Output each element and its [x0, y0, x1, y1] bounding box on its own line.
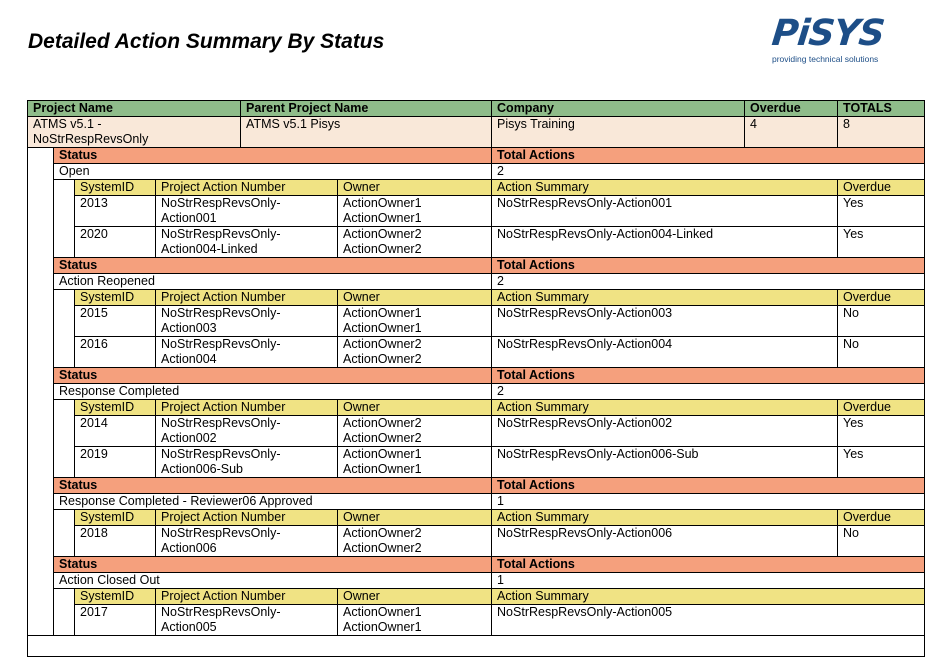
indent-cell [54, 416, 75, 447]
status-column-label: Status [54, 258, 492, 274]
indent-cell [28, 148, 54, 164]
parent-project-name-cell: ATMS v5.1 Pisys [241, 117, 492, 148]
col-header-action-number: Project Action Number [156, 589, 338, 605]
logo-wordmark: PiSYS [769, 13, 886, 54]
action-overdue: Yes [838, 416, 925, 447]
action-overdue: No [838, 337, 925, 368]
action-number-line: Action001 [161, 211, 217, 225]
total-actions-value: 1 [492, 573, 925, 589]
action-summary: NoStrRespRevsOnly-Action004-Linked [492, 227, 838, 258]
action-owner-line: ActionOwner1 [343, 321, 422, 335]
action-overdue: No [838, 526, 925, 557]
action-owner-line: ActionOwner2 [343, 352, 422, 366]
status-value: Open [54, 164, 492, 180]
action-column-header-row [28, 589, 925, 605]
action-owner [338, 416, 492, 447]
action-owner-line: ActionOwner1 [343, 306, 422, 320]
indent-cell [28, 274, 54, 290]
total-actions-value: 2 [492, 384, 925, 400]
action-column-header-row [28, 510, 925, 526]
indent-cell [28, 384, 54, 400]
total-actions-label: Total Actions [492, 148, 925, 164]
action-number-line: NoStrRespRevsOnly- [161, 196, 281, 210]
action-number-line: NoStrRespRevsOnly- [161, 306, 281, 320]
action-owner [338, 196, 492, 227]
col-header-action-summary: Action Summary [492, 180, 838, 196]
action-owner [338, 306, 492, 337]
project-name-line: ATMS v5.1 - [33, 117, 102, 131]
indent-cell [28, 573, 54, 589]
totals-cell: 8 [838, 117, 925, 148]
action-number-line: Action006-Sub [161, 462, 244, 476]
indent-cell [54, 400, 75, 416]
indent-cell [28, 478, 54, 494]
action-number-line: NoStrRespRevsOnly- [161, 605, 281, 619]
col-header-overdue: Overdue [838, 400, 925, 416]
action-owner-line: ActionOwner1 [343, 211, 422, 225]
status-header-row [28, 148, 925, 164]
action-summary: NoStrRespRevsOnly-Action003 [492, 306, 838, 337]
indent-cell [28, 416, 54, 447]
total-actions-label: Total Actions [492, 478, 925, 494]
status-value-row [28, 494, 925, 510]
col-header-action-number: Project Action Number [156, 510, 338, 526]
header-totals: TOTALS [838, 101, 925, 117]
action-number [156, 416, 338, 447]
status-value: Response Completed [54, 384, 492, 400]
project-name-line: NoStrRespRevsOnly [33, 132, 149, 146]
pisys-logo [769, 13, 912, 64]
col-header-action-number: Project Action Number [156, 180, 338, 196]
action-row [28, 227, 925, 258]
col-header-systemid: SystemID [75, 180, 156, 196]
indent-cell [54, 526, 75, 557]
col-header-overdue: Overdue [838, 290, 925, 306]
action-summary: NoStrRespRevsOnly-Action004 [492, 337, 838, 368]
indent-cell [28, 290, 54, 306]
action-owner [338, 447, 492, 478]
total-actions-value: 2 [492, 274, 925, 290]
action-row [28, 605, 925, 636]
action-row [28, 306, 925, 337]
col-header-action-summary: Action Summary [492, 290, 838, 306]
action-number-line: Action004-Linked [161, 242, 258, 256]
action-number [156, 605, 338, 636]
indent-cell [28, 227, 54, 258]
action-number-line: NoStrRespRevsOnly- [161, 227, 281, 241]
indent-cell [54, 337, 75, 368]
table-continuation-row [28, 636, 925, 657]
action-row [28, 337, 925, 368]
system-id: 2020 [75, 227, 156, 258]
indent-cell [28, 494, 54, 510]
action-summary: NoStrRespRevsOnly-Action006 [492, 526, 838, 557]
col-header-owner: Owner [338, 510, 492, 526]
col-header-action-summary: Action Summary [492, 589, 925, 605]
action-number-line: NoStrRespRevsOnly- [161, 447, 281, 461]
action-owner-line: ActionOwner2 [343, 242, 422, 256]
action-number [156, 447, 338, 478]
status-header-row [28, 258, 925, 274]
action-number [156, 196, 338, 227]
system-id: 2015 [75, 306, 156, 337]
action-owner-line: ActionOwner2 [343, 416, 422, 430]
action-summary: NoStrRespRevsOnly-Action005 [492, 605, 925, 636]
action-owner-line: ActionOwner1 [343, 462, 422, 476]
indent-cell [28, 557, 54, 573]
total-actions-value: 2 [492, 164, 925, 180]
action-number-line: Action005 [161, 620, 217, 634]
action-summary: NoStrRespRevsOnly-Action001 [492, 196, 838, 227]
action-overdue: No [838, 306, 925, 337]
col-header-owner: Owner [338, 400, 492, 416]
col-header-action-number: Project Action Number [156, 400, 338, 416]
indent-cell [28, 164, 54, 180]
action-owner [338, 227, 492, 258]
report-title: Detailed Action Summary By Status [28, 30, 385, 53]
indent-cell [28, 258, 54, 274]
action-number-line: Action002 [161, 431, 217, 445]
action-row [28, 447, 925, 478]
indent-cell [28, 368, 54, 384]
total-actions-label: Total Actions [492, 368, 925, 384]
action-number-line: Action006 [161, 541, 217, 555]
header-overdue: Overdue [745, 101, 838, 117]
action-number-line: NoStrRespRevsOnly- [161, 526, 281, 540]
indent-cell [54, 589, 75, 605]
indent-cell [54, 605, 75, 636]
col-header-action-summary: Action Summary [492, 400, 838, 416]
overdue-count-cell: 4 [745, 117, 838, 148]
indent-cell [54, 196, 75, 227]
action-column-header-row [28, 400, 925, 416]
indent-cell [54, 447, 75, 478]
system-id: 2019 [75, 447, 156, 478]
system-id: 2013 [75, 196, 156, 227]
col-header-action-number: Project Action Number [156, 290, 338, 306]
project-header-row [28, 101, 925, 117]
col-header-systemid: SystemID [75, 290, 156, 306]
col-header-owner: Owner [338, 589, 492, 605]
indent-cell [28, 589, 54, 605]
action-number-line: NoStrRespRevsOnly- [161, 337, 281, 351]
system-id: 2016 [75, 337, 156, 368]
col-header-overdue: Overdue [838, 510, 925, 526]
action-owner-line: ActionOwner1 [343, 447, 422, 461]
action-overdue: Yes [838, 196, 925, 227]
action-number [156, 306, 338, 337]
indent-cell [28, 510, 54, 526]
status-value: Action Closed Out [54, 573, 492, 589]
indent-cell [28, 337, 54, 368]
indent-cell [54, 306, 75, 337]
action-summary: NoStrRespRevsOnly-Action002 [492, 416, 838, 447]
action-row [28, 416, 925, 447]
action-number [156, 337, 338, 368]
project-row [28, 117, 925, 148]
status-header-row [28, 557, 925, 573]
status-value-row [28, 274, 925, 290]
action-owner-line: ActionOwner2 [343, 431, 422, 445]
action-owner-line: ActionOwner1 [343, 620, 422, 634]
status-column-label: Status [54, 368, 492, 384]
status-value: Action Reopened [54, 274, 492, 290]
system-id: 2017 [75, 605, 156, 636]
action-owner [338, 526, 492, 557]
system-id: 2014 [75, 416, 156, 447]
status-value: Response Completed - Reviewer06 Approved [54, 494, 492, 510]
action-row [28, 526, 925, 557]
indent-cell [28, 196, 54, 227]
indent-cell [54, 290, 75, 306]
indent-cell [28, 447, 54, 478]
status-value-row [28, 164, 925, 180]
action-owner [338, 337, 492, 368]
total-actions-label: Total Actions [492, 258, 925, 274]
company-cell: Pisys Training [492, 117, 745, 148]
status-column-label: Status [54, 148, 492, 164]
indent-cell [28, 180, 54, 196]
col-header-overdue: Overdue [838, 180, 925, 196]
status-value-row [28, 384, 925, 400]
status-value-row [28, 573, 925, 589]
action-number [156, 227, 338, 258]
header-company: Company [492, 101, 745, 117]
action-column-header-row [28, 290, 925, 306]
action-overdue: Yes [838, 227, 925, 258]
header-project-name: Project Name [28, 101, 241, 117]
action-owner-line: ActionOwner2 [343, 337, 422, 351]
indent-cell [28, 526, 54, 557]
indent-cell [54, 227, 75, 258]
status-column-label: Status [54, 557, 492, 573]
action-owner [338, 605, 492, 636]
action-number-line: Action004 [161, 352, 217, 366]
action-number [156, 526, 338, 557]
total-actions-value: 1 [492, 494, 925, 510]
col-header-systemid: SystemID [75, 400, 156, 416]
action-owner-line: ActionOwner2 [343, 541, 422, 555]
action-owner-line: ActionOwner1 [343, 605, 422, 619]
status-column-label: Status [54, 478, 492, 494]
action-overdue: Yes [838, 447, 925, 478]
indent-cell [28, 400, 54, 416]
col-header-owner: Owner [338, 290, 492, 306]
action-number-line: NoStrRespRevsOnly- [161, 416, 281, 430]
system-id: 2018 [75, 526, 156, 557]
col-header-systemid: SystemID [75, 589, 156, 605]
status-header-row [28, 478, 925, 494]
action-row [28, 196, 925, 227]
status-header-row [28, 368, 925, 384]
action-summary-table [27, 100, 925, 657]
action-owner-line: ActionOwner1 [343, 196, 422, 210]
action-column-header-row [28, 180, 925, 196]
indent-cell [54, 180, 75, 196]
col-header-action-summary: Action Summary [492, 510, 838, 526]
indent-cell [28, 605, 54, 636]
action-owner-line: ActionOwner2 [343, 526, 422, 540]
logo-tagline: providing technical solutions [772, 54, 879, 64]
col-header-systemid: SystemID [75, 510, 156, 526]
total-actions-label: Total Actions [492, 557, 925, 573]
continuation-cell [28, 636, 925, 657]
action-number-line: Action003 [161, 321, 217, 335]
indent-cell [54, 510, 75, 526]
indent-cell [28, 306, 54, 337]
action-summary: NoStrRespRevsOnly-Action006-Sub [492, 447, 838, 478]
project-name-cell [28, 117, 241, 148]
action-owner-line: ActionOwner2 [343, 227, 422, 241]
col-header-owner: Owner [338, 180, 492, 196]
header-parent-project-name: Parent Project Name [241, 101, 492, 117]
